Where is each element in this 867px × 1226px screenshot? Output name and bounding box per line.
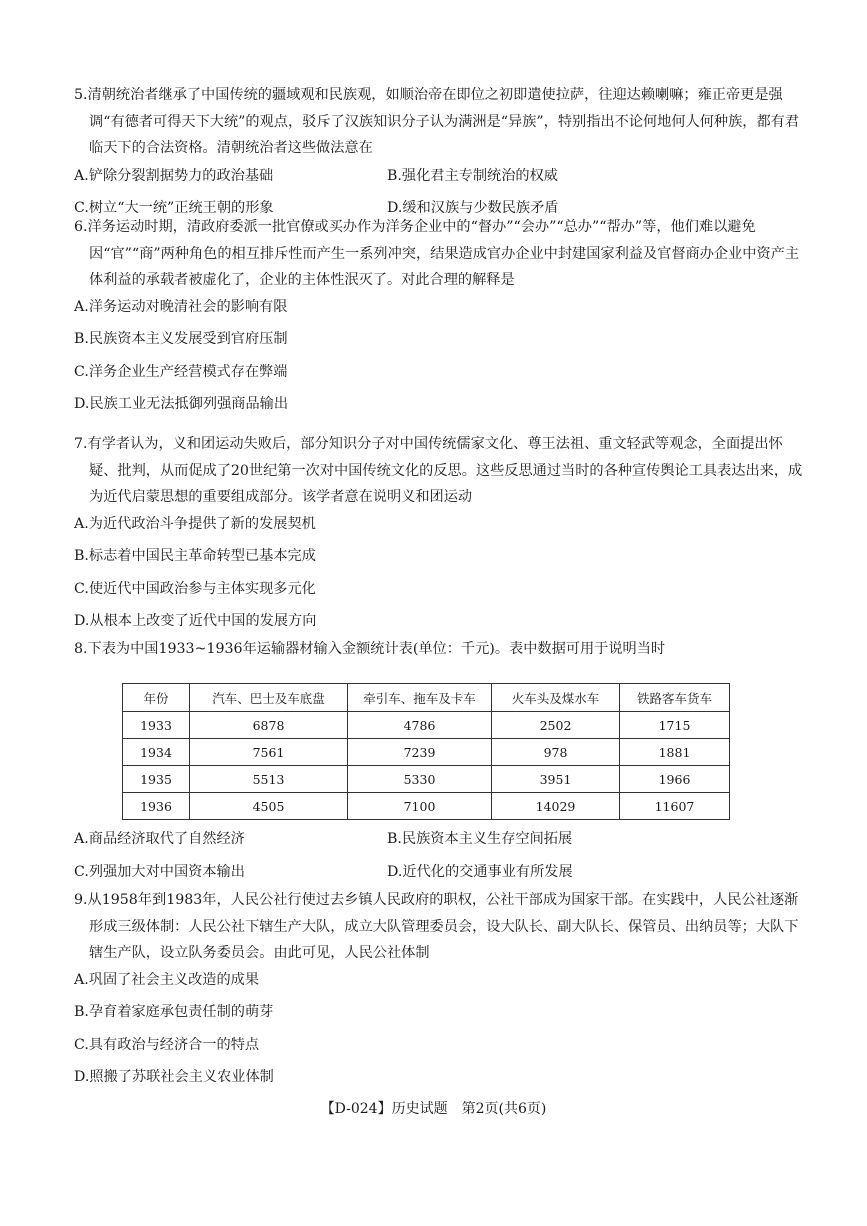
table-cell: 2502 (492, 712, 620, 739)
question-7-stem: 7.有学者认为，义和团运动失败后，部分知识分子对中国传统儒家文化、尊王法祖、重文轻武等观念，全面提出怀疑、批判，从而促成了20世纪第一次对中国传统文化的反思。这些反思通过当时的各种宣传舆论工具表达出来，成为近代启蒙思想的重要组成部分。该学者意在说明义和团运动 (74, 436, 803, 505)
question-8-options-row-1 (74, 826, 804, 859)
table-row (123, 739, 730, 766)
option-a: A.洋务运动对晚清社会的影响有限 (74, 298, 288, 315)
option-a: A.为近代政治斗争提供了新的发展契机 (74, 515, 316, 532)
option-b: B.民族资本主义发展受到官府压制 (74, 331, 288, 347)
option-c: C.使近代中国政治参与主体实现多元化 (74, 580, 316, 597)
table-header-cell: 年份 (123, 684, 190, 712)
question-5 (74, 82, 804, 228)
option-d: D.缓和汉族与少数民族矛盾 (387, 200, 559, 216)
page-footer: 【D-024】历史试题 第2页(共6页) (320, 1101, 547, 1117)
table-cell: 1715 (620, 712, 730, 739)
question-6-stem: 6.洋务运动时期，清政府委派一批官僚或买办作为洋务企业中的“督办”“会办”“总办”“帮办”等，他们难以避免因“官”“商”两种角色的相互排斥性而产生一系列冲突，结果造成官办企业中封建国家利益及官督商办企业中资产主体利益的承载者被虚化了，企业的主体性泯灭了。对此合理的解释是 (74, 219, 800, 288)
table-cell: 14029 (492, 793, 620, 820)
question-8-stem: 8.下表为中国1933~1936年运输器材输入金额统计表(单位：千元)。表中数据可用于说明当时 (74, 641, 666, 657)
question-5-stem: 5.清朝统治者继承了中国传统的疆域观和民族观，如顺治帝在即位之初即遣使拉萨，往迎达赖喇嘛；雍正帝更是强调“有德者可得天下大统”的观点，驳斥了汉族知识分子认为满洲是“异族”，特别指出不论何地何人何种族，都有君临天下的合法资格。清朝统治者这些做法意在 (74, 87, 800, 156)
option-c: C.列强加大对中国资本输出 (74, 863, 245, 880)
option-d: D.民族工业无法抵御列强商品输出 (74, 396, 289, 412)
option-b: B.标志着中国民主革命转型已基本完成 (74, 548, 316, 564)
table-header-cell: 火车头及煤水车 (492, 684, 620, 712)
table-cell: 4786 (348, 712, 492, 739)
table-cell: 1933 (123, 712, 190, 739)
option-b: B.民族资本主义生存空间拓展 (387, 831, 573, 847)
import-statistics-table (122, 683, 730, 820)
table-cell: 1966 (620, 766, 730, 793)
option-d: D.从根本上改变了近代中国的发展方向 (74, 613, 317, 629)
table-cell: 5513 (190, 766, 348, 793)
table-cell: 1934 (123, 739, 190, 766)
option-a: A.商品经济取代了自然经济 (74, 831, 245, 847)
question-7 (74, 431, 804, 641)
table-cell: 978 (492, 739, 620, 766)
table-cell: 1881 (620, 739, 730, 766)
table-cell: 1936 (123, 793, 190, 820)
table-row (123, 766, 730, 793)
table-header-cell: 铁路客车货车 (620, 684, 730, 712)
option-b: B.孕育着家庭承包责任制的萌芽 (74, 1004, 274, 1020)
question-5-options-row-1 (74, 163, 804, 196)
table-header-row (123, 684, 730, 712)
table-header-cell: 牵引车、拖车及卡车 (348, 684, 492, 712)
table-header-cell: 汽车、巴士及车底盘 (190, 684, 348, 712)
table-cell: 7561 (190, 739, 348, 766)
table-cell: 5330 (348, 766, 492, 793)
table-cell: 1935 (123, 766, 190, 793)
option-c: C.具有政治与经济合一的特点 (74, 1036, 260, 1053)
table-cell: 4505 (190, 793, 348, 820)
table-row (123, 793, 730, 820)
table-cell: 3951 (492, 766, 620, 793)
question-6 (74, 214, 804, 424)
question-9-stem: 9.从1958年到1983年，人民公社行使过去乡镇人民政府的职权，公社干部成为国家干部。在实践中，人民公社逐渐形成三级体制：人民公社下辖生产大队，成立大队管理委员会，设大队长、副大队长、保管员、出纳员等；大队下辖生产队，设立队务委员会。由此可见，人民公社体制 (74, 892, 799, 961)
question-9 (74, 887, 804, 1097)
table-cell: 7239 (348, 739, 492, 766)
question-8-options (74, 826, 804, 891)
table-row (123, 712, 730, 739)
question-8 (74, 636, 804, 663)
option-a: A.巩固了社会主义改造的成果 (74, 971, 260, 988)
option-c: C.树立“大一统”正统王朝的形象 (74, 200, 274, 216)
table-cell: 6878 (190, 712, 348, 739)
option-d: D.照搬了苏联社会主义农业体制 (74, 1069, 274, 1085)
table-cell: 11607 (620, 793, 730, 820)
option-b: B.强化君主专制统治的权威 (387, 167, 558, 184)
option-a: A.铲除分裂割据势力的政治基础 (74, 167, 274, 184)
option-d: D.近代化的交通事业有所发展 (387, 863, 573, 880)
table-cell: 7100 (348, 793, 492, 820)
option-c: C.洋务企业生产经营模式存在弊端 (74, 363, 288, 380)
